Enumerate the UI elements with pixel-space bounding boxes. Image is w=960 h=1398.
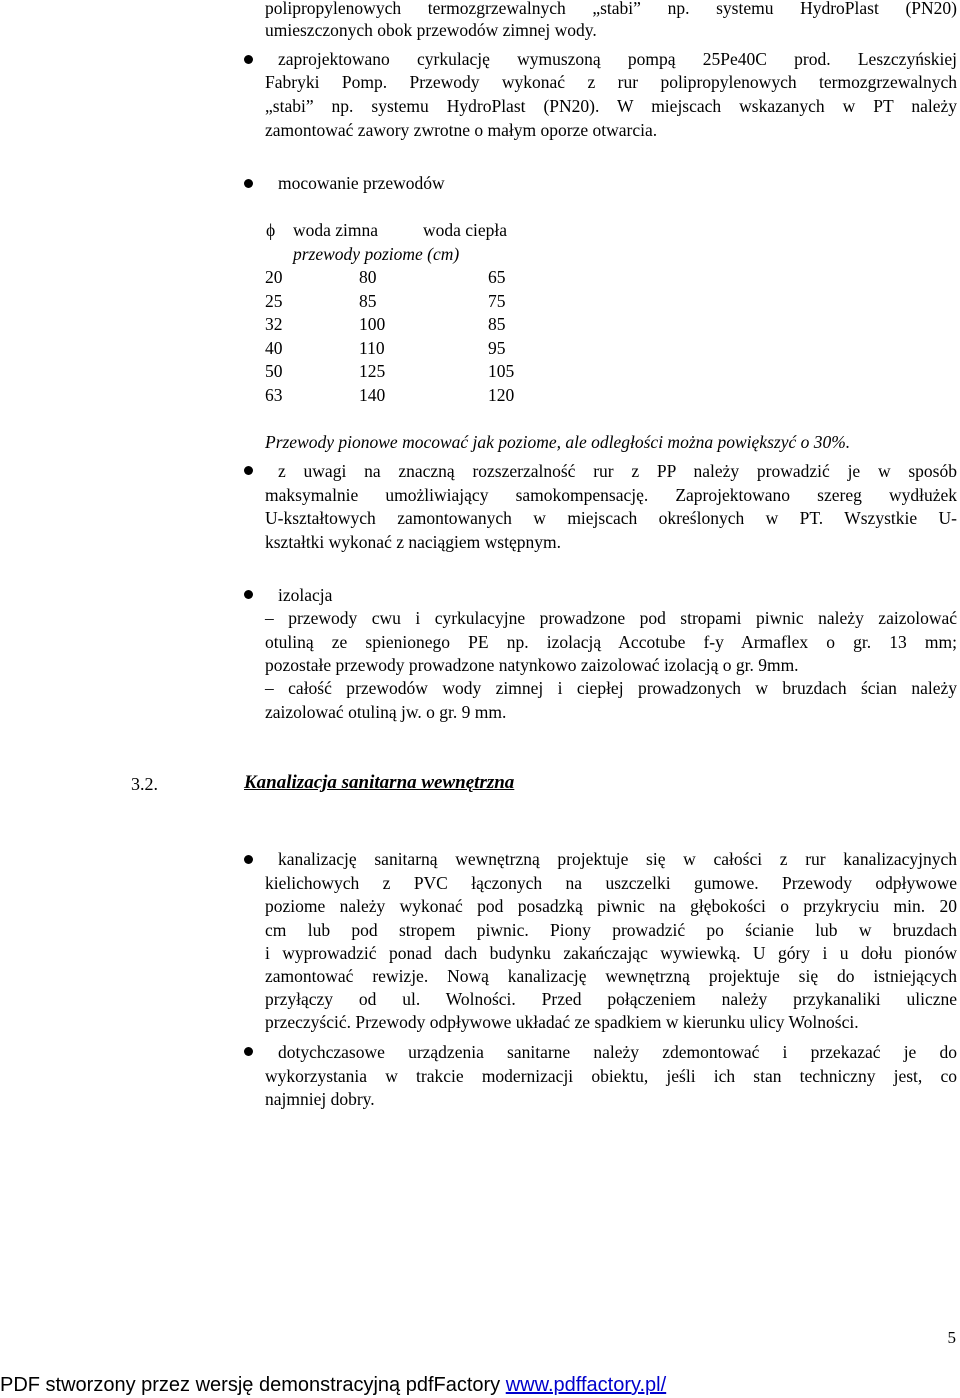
paragraph-line: dotychczasowe urządzenia sanitarne należy zdemontować i przekazać je do	[278, 1042, 957, 1062]
footer-link[interactable]: www.pdffactory.pl/	[505, 1374, 667, 1396]
table-header-hot: woda ciepła	[423, 220, 508, 240]
paragraph-line: przeczyścić. Przewody odpływowe układać ze spadkiem w kierunku ulicy Wolności.	[265, 1012, 859, 1032]
table-cell-hot: 65	[488, 267, 506, 287]
table-cell-diameter: 63	[265, 385, 283, 405]
table-cell-diameter: 40	[265, 338, 283, 358]
paragraph-line: kanalizację sanitarną wewnętrzną projektuje się w całości z rur kanalizacyjnych	[278, 849, 957, 869]
paragraph-line: cm lub pod stropem piwnic. Piony prowadzić po ścianie lub w bruzdach	[265, 920, 957, 940]
paragraph-line: „stabi” np. systemu HydroPlast (PN20). W miejscach wskazanych w PT należy	[265, 96, 957, 116]
table-cell-diameter: 50	[265, 361, 283, 381]
table-cell-diameter: 20	[265, 267, 283, 287]
page-number: 5	[947, 1328, 956, 1347]
table-cell-hot: 95	[488, 338, 506, 358]
paragraph-line: maksymalnie umożliwiający samokompensację. Zaprojektowano szereg wydłużek	[265, 485, 957, 505]
paragraph-line: zamontować rewizje. Nową kanalizację wewnętrzną projektuje się do istniejących	[265, 966, 957, 986]
footer-text: PDF stworzony przez wersję demonstracyjną pdfFactory	[0, 1374, 506, 1396]
paragraph-line: polipropylenowych termozgrzewalnych „stabi” np. systemu HydroPlast (PN20)	[265, 0, 957, 18]
paragraph-line: U-kształtowych zamontowanych w miejscach określonych w PT. Wszystkie U-	[265, 508, 957, 528]
paragraph-line: kształtki wykonać z naciągiem wstępnym.	[265, 532, 561, 552]
paragraph-line: najmniej dobry.	[265, 1089, 375, 1109]
table-cell-diameter: 25	[265, 291, 283, 311]
bullet-icon	[244, 179, 253, 188]
table-cell-hot: 105	[488, 361, 515, 381]
paragraph-line: wykorzystania w trakcie modernizacji obiektu, jeśli ich stan techniczny jest, co	[265, 1066, 957, 1086]
paragraph-line: zaizolować otuliną jw. o gr. 9 mm.	[265, 702, 507, 722]
table-subheader: przewody poziome (cm)	[293, 244, 460, 264]
bullet-icon	[244, 466, 253, 475]
table-cell-diameter: 32	[265, 314, 283, 334]
paragraph-line: umieszczonych obok przewodów zimnej wody.	[265, 20, 597, 40]
footer	[0, 1374, 666, 1397]
table-cell-cold: 85	[359, 291, 377, 311]
section-title: Kanalizacja sanitarna wewnętrzna	[244, 772, 515, 793]
table-cell-hot: 75	[488, 291, 506, 311]
table-cell-cold: 100	[359, 314, 386, 334]
bullet-icon	[244, 1047, 253, 1056]
paragraph-line: poziome należy wykonać pod posadzką piwnic na głębokości o przykryciu min. 20	[265, 896, 957, 916]
paragraph-line: i wyprowadzić ponad dach budynku zakańczając wywiewką. U góry i u dołu pionów	[265, 943, 957, 963]
table-cell-cold: 80	[359, 267, 377, 287]
diameter-symbol: ϕ	[266, 220, 276, 240]
paragraph-line: przyłączy od ul. Wolności. Przed połączeniem należy przykanaliki uliczne	[265, 989, 957, 1009]
table-note: Przewody pionowe mocować jak poziome, ale odległości można powiększyć o 30%.	[265, 432, 851, 452]
bullet-icon	[244, 55, 253, 64]
bullet-icon	[244, 855, 253, 864]
paragraph-line: z uwagi na znaczną rozszerzalność rur z PP należy prowadzić je w sposób	[278, 461, 957, 481]
paragraph-line: – całość przewodów wody zimnej i ciepłej prowadzonych w bruzdach ścian należy	[265, 678, 957, 698]
paragraph-line: – przewody cwu i cyrkulacyjne prowadzone pod stropami piwnic należy zaizolować	[265, 608, 957, 628]
paragraph-line: pozostałe przewody prowadzone natynkowo zaizolować izolacją o gr. 9mm.	[265, 655, 799, 675]
paragraph-line: kielichowych z PVC łączonych na uszczelki gumowe. Przewody odpływowe	[265, 873, 957, 893]
section-number: 3.2.	[131, 774, 158, 794]
table-cell-hot: 120	[488, 385, 515, 405]
section-label: izolacja	[278, 585, 333, 605]
paragraph-line: Fabryki Pomp. Przewody wykonać z rur polipropylenowych termozgrzewalnych	[265, 72, 957, 92]
table-cell-cold: 125	[359, 361, 386, 381]
paragraph-line: zaprojektowano cyrkulację wymuszoną pompą 25Pe40C prod. Leszczyńskiej	[278, 49, 957, 69]
table-cell-hot: 85	[488, 314, 506, 334]
table-header-cold: woda zimna	[293, 220, 379, 240]
paragraph-line: otuliną ze spienionego PE np. izolacją Accotube f-y Armaflex o gr. 13 mm;	[265, 632, 957, 652]
table-cell-cold: 140	[359, 385, 386, 405]
bullet-icon	[244, 590, 253, 599]
section-label: mocowanie przewodów	[278, 173, 445, 193]
table-cell-cold: 110	[359, 338, 385, 358]
paragraph-line: zamontować zawory zwrotne o małym oporze otwarcia.	[265, 120, 658, 140]
